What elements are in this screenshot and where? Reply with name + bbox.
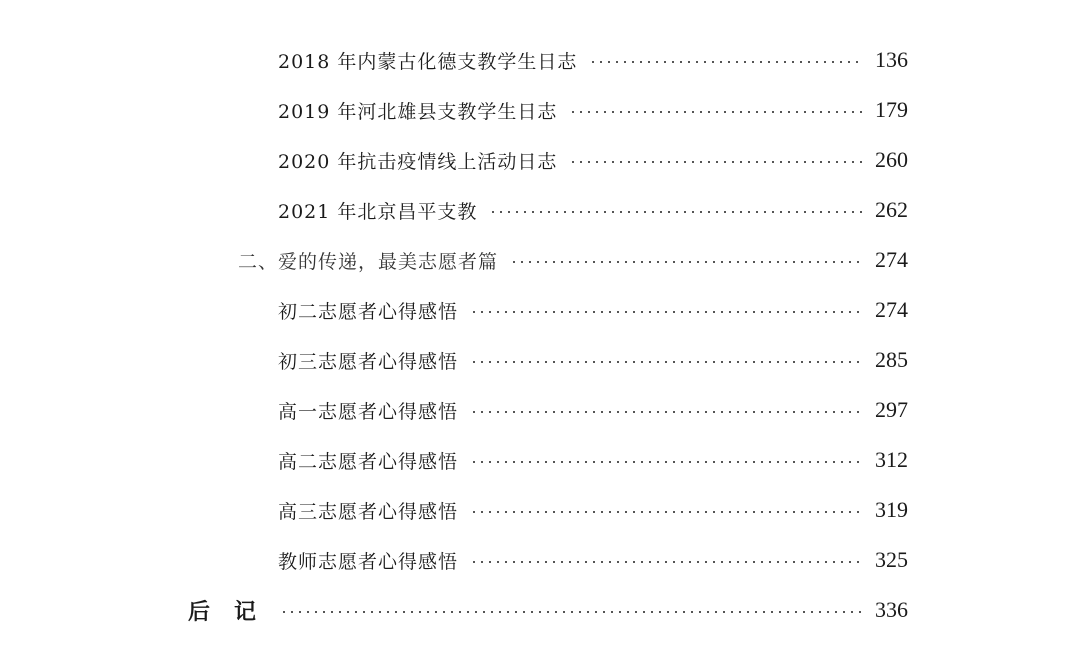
dot-leader: [470, 311, 862, 313]
toc-entry[interactable]: [278, 345, 908, 375]
toc-entry-page: 325: [875, 547, 908, 572]
toc-section-title: 二、爱的传递，最美志愿者篇: [238, 250, 499, 273]
toc-section-entry[interactable]: [238, 245, 908, 275]
toc-entry-page: 136: [875, 47, 908, 72]
toc-chapter-title: 后记: [188, 598, 281, 625]
dot-leader: [470, 411, 862, 413]
toc-entry-page: 312: [875, 447, 908, 472]
toc-entry[interactable]: [278, 395, 908, 425]
toc-entry-page: 274: [875, 247, 908, 272]
toc-entry[interactable]: [278, 145, 908, 175]
toc-entry-title: 高二志愿者心得感悟: [278, 450, 459, 473]
toc-entry-page: 274: [875, 297, 908, 322]
dot-leader: [589, 61, 862, 63]
toc-entry-title: 高三志愿者心得感悟: [278, 500, 459, 523]
toc-entry[interactable]: [278, 445, 908, 475]
toc-entry-title: 教师志愿者心得感悟: [278, 550, 459, 573]
dot-leader: [470, 561, 862, 563]
toc-chapter-entry[interactable]: [188, 595, 908, 625]
dot-leader: [569, 111, 862, 113]
toc-entry[interactable]: [278, 195, 908, 225]
toc-entry-page: 336: [875, 597, 908, 622]
toc-entry[interactable]: [278, 95, 908, 125]
toc-entry-page: 285: [875, 347, 908, 372]
toc-entry-title: 2018 年内蒙古化德支教学生日志: [278, 50, 578, 73]
toc-entry[interactable]: [278, 295, 908, 325]
toc-entry-title: 2020 年抗击疫情线上活动日志: [278, 150, 558, 173]
toc-entry-page: 260: [875, 147, 908, 172]
toc-entry[interactable]: [278, 545, 908, 575]
toc-entry-title: 2019 年河北雄县支教学生日志: [278, 100, 558, 123]
toc-entry-page: 179: [875, 97, 908, 122]
toc-entry[interactable]: [278, 45, 908, 75]
toc-entry-page: 262: [875, 197, 908, 222]
dot-leader: [510, 261, 862, 263]
toc-entry-title: 初二志愿者心得感悟: [278, 300, 459, 323]
toc-entry-title: 初三志愿者心得感悟: [278, 350, 459, 373]
toc-entry-page: 319: [875, 497, 908, 522]
dot-leader: [470, 361, 862, 363]
dot-leader: [280, 611, 862, 613]
dot-leader: [489, 211, 862, 213]
toc-entry-page: 297: [875, 397, 908, 422]
toc-entry-title: 高一志愿者心得感悟: [278, 400, 459, 423]
toc-entry-title: 2021 年北京昌平支教: [278, 200, 478, 223]
dot-leader: [470, 461, 862, 463]
toc-entry[interactable]: [278, 495, 908, 525]
dot-leader: [569, 161, 862, 163]
dot-leader: [470, 511, 862, 513]
